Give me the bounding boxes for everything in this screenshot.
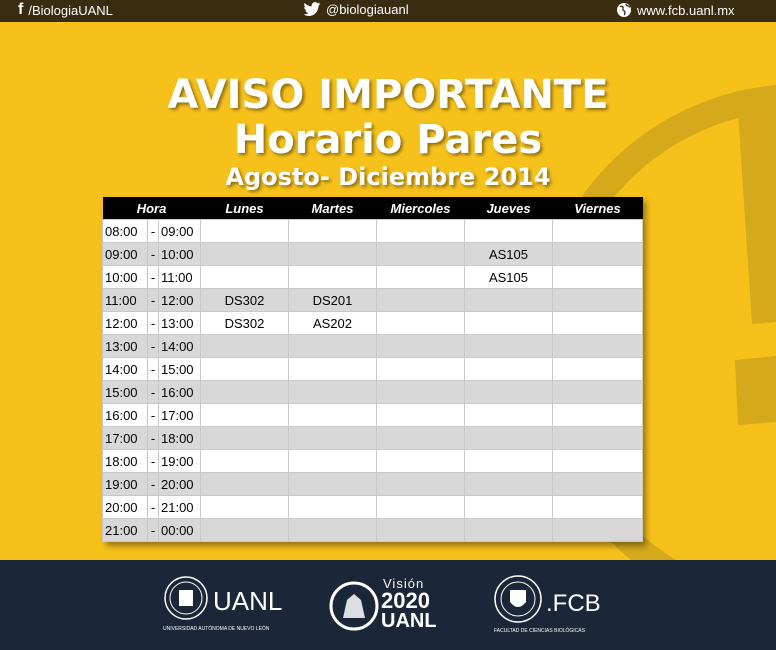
cell-viernes xyxy=(553,519,643,542)
cell-jueves xyxy=(465,220,553,243)
announcement-titles xyxy=(0,72,776,192)
hour-separator: - xyxy=(148,404,159,427)
table-row xyxy=(103,243,643,266)
hour-end: 19:00 xyxy=(159,450,201,473)
cell-lunes xyxy=(201,335,289,358)
hour-end: 09:00 xyxy=(159,220,201,243)
cell-martes xyxy=(289,243,377,266)
cell-jueves xyxy=(465,427,553,450)
cell-lunes: DS302 xyxy=(201,312,289,335)
cell-jueves xyxy=(465,450,553,473)
hour-separator: - xyxy=(148,473,159,496)
cell-martes xyxy=(289,266,377,289)
table-row xyxy=(103,450,643,473)
cell-lunes: DS302 xyxy=(201,289,289,312)
cell-miercoles xyxy=(377,496,465,519)
hour-start: 16:00 xyxy=(103,404,148,427)
hour-start: 10:00 xyxy=(103,266,148,289)
hour-end: 13:00 xyxy=(159,312,201,335)
cell-jueves xyxy=(465,358,553,381)
cell-viernes xyxy=(553,450,643,473)
header-hora: Hora xyxy=(103,197,201,220)
cell-lunes xyxy=(201,450,289,473)
fcb-subtitle: FACULTAD DE CIENCIAS BIOLÓGICAS xyxy=(494,628,585,634)
table-row xyxy=(103,335,643,358)
website-link[interactable] xyxy=(616,2,735,18)
cell-viernes xyxy=(553,243,643,266)
hour-end: 17:00 xyxy=(159,404,201,427)
hour-end: 15:00 xyxy=(159,358,201,381)
table-row xyxy=(103,404,643,427)
header-jueves: Jueves xyxy=(465,197,553,220)
hour-end: 10:00 xyxy=(159,243,201,266)
cell-jueves: AS105 xyxy=(465,266,553,289)
hour-start: 15:00 xyxy=(103,381,148,404)
cell-viernes xyxy=(553,381,643,404)
title-aviso: AVISO IMPORTANTE xyxy=(167,72,609,118)
uanl-name: UANL xyxy=(213,586,283,616)
hour-start: 11:00 xyxy=(103,289,148,312)
hour-end: 16:00 xyxy=(159,381,201,404)
hour-start: 17:00 xyxy=(103,427,148,450)
table-header-row xyxy=(103,197,643,220)
cell-jueves xyxy=(465,404,553,427)
cell-lunes xyxy=(201,473,289,496)
cell-lunes xyxy=(201,496,289,519)
cell-miercoles xyxy=(377,243,465,266)
footer-logos xyxy=(0,560,776,650)
hour-start: 20:00 xyxy=(103,496,148,519)
cell-lunes xyxy=(201,404,289,427)
hour-separator: - xyxy=(148,358,159,381)
table-row xyxy=(103,427,643,450)
hour-separator: - xyxy=(148,450,159,473)
table-row xyxy=(103,496,643,519)
cell-lunes xyxy=(201,266,289,289)
title-periodo: Agosto- Diciembre 2014 xyxy=(225,163,551,191)
table-row xyxy=(103,358,643,381)
hour-separator: - xyxy=(148,496,159,519)
cell-jueves xyxy=(465,473,553,496)
hour-end: 00:00 xyxy=(159,519,201,542)
cell-viernes xyxy=(553,335,643,358)
cell-viernes xyxy=(553,358,643,381)
vision-emblem-icon xyxy=(329,580,379,632)
header-martes: Martes xyxy=(289,197,377,220)
hour-end: 20:00 xyxy=(159,473,201,496)
cell-jueves xyxy=(465,289,553,312)
hour-start: 21:00 xyxy=(103,519,148,542)
twitter-handle: @biologiauanl xyxy=(326,2,409,17)
hour-start: 13:00 xyxy=(103,335,148,358)
cell-martes xyxy=(289,519,377,542)
table-row xyxy=(103,381,643,404)
vision-year: 2020 xyxy=(381,588,430,613)
cell-viernes xyxy=(553,289,643,312)
hour-separator: - xyxy=(148,266,159,289)
cell-martes xyxy=(289,450,377,473)
hour-separator: - xyxy=(148,381,159,404)
hour-end: 18:00 xyxy=(159,427,201,450)
cell-miercoles xyxy=(377,358,465,381)
cell-viernes xyxy=(553,473,643,496)
header-miercoles: Miercoles xyxy=(377,197,465,220)
globe-icon xyxy=(616,2,632,18)
cell-miercoles xyxy=(377,473,465,496)
hour-end: 11:00 xyxy=(159,266,201,289)
cell-lunes xyxy=(201,358,289,381)
cell-miercoles xyxy=(377,450,465,473)
hour-start: 09:00 xyxy=(103,243,148,266)
uanl-seal-icon xyxy=(163,574,209,624)
hour-separator: - xyxy=(148,243,159,266)
cell-martes xyxy=(289,358,377,381)
vision-uanl: UANL xyxy=(381,610,437,632)
cell-jueves xyxy=(465,312,553,335)
header-viernes: Viernes xyxy=(553,197,643,220)
hour-start: 08:00 xyxy=(103,220,148,243)
table-row xyxy=(103,220,643,243)
cell-lunes xyxy=(201,243,289,266)
hour-separator: - xyxy=(148,289,159,312)
hour-start: 12:00 xyxy=(103,312,148,335)
cell-viernes xyxy=(553,427,643,450)
table-row xyxy=(103,289,643,312)
cell-martes: AS202 xyxy=(289,312,377,335)
cell-viernes xyxy=(553,496,643,519)
cell-jueves: AS105 xyxy=(465,243,553,266)
schedule-table xyxy=(102,197,642,542)
hour-end: 21:00 xyxy=(159,496,201,519)
cell-viernes xyxy=(553,220,643,243)
cell-martes xyxy=(289,220,377,243)
table-row xyxy=(103,266,643,289)
table-row xyxy=(103,519,643,542)
cell-miercoles xyxy=(377,335,465,358)
title-horario: Horario Pares xyxy=(233,117,543,163)
twitter-link[interactable] xyxy=(303,2,409,17)
twitter-icon xyxy=(303,2,321,17)
hour-separator: - xyxy=(148,427,159,450)
table-row xyxy=(103,473,643,496)
cell-miercoles xyxy=(377,427,465,450)
cell-viernes xyxy=(553,312,643,335)
fcb-seal-icon xyxy=(492,574,544,626)
cell-miercoles xyxy=(377,220,465,243)
hour-start: 19:00 xyxy=(103,473,148,496)
table-row xyxy=(103,312,643,335)
hour-end: 14:00 xyxy=(159,335,201,358)
hour-separator: - xyxy=(148,519,159,542)
cell-jueves xyxy=(465,381,553,404)
cell-jueves xyxy=(465,519,553,542)
cell-martes xyxy=(289,473,377,496)
cell-martes xyxy=(289,496,377,519)
cell-jueves xyxy=(465,335,553,358)
cell-martes xyxy=(289,381,377,404)
vision-label: Visión xyxy=(383,576,425,591)
cell-miercoles xyxy=(377,404,465,427)
cell-viernes xyxy=(553,266,643,289)
website-url: www.fcb.uanl.mx xyxy=(637,2,735,18)
cell-miercoles xyxy=(377,289,465,312)
cell-jueves xyxy=(465,496,553,519)
facebook-icon: f xyxy=(18,1,24,18)
uanl-subtitle: UNIVERSIDAD AUTÓNOMA DE NUEVO LEÓN xyxy=(163,626,270,632)
cell-lunes xyxy=(201,519,289,542)
social-bar xyxy=(0,0,776,22)
fcb-name: .FCB xyxy=(546,590,601,617)
cell-miercoles xyxy=(377,312,465,335)
cell-martes xyxy=(289,335,377,358)
hour-separator: - xyxy=(148,220,159,243)
cell-miercoles xyxy=(377,519,465,542)
facebook-link[interactable] xyxy=(18,2,113,18)
cell-lunes xyxy=(201,427,289,450)
cell-martes xyxy=(289,427,377,450)
cell-lunes xyxy=(201,220,289,243)
cell-martes xyxy=(289,404,377,427)
facebook-handle: /BiologiaUANL xyxy=(28,2,113,18)
hour-start: 18:00 xyxy=(103,450,148,473)
hour-separator: - xyxy=(148,335,159,358)
cell-viernes xyxy=(553,404,643,427)
hour-end: 12:00 xyxy=(159,289,201,312)
cell-miercoles xyxy=(377,266,465,289)
cell-miercoles xyxy=(377,381,465,404)
cell-lunes xyxy=(201,381,289,404)
header-lunes: Lunes xyxy=(201,197,289,220)
hour-start: 14:00 xyxy=(103,358,148,381)
hour-separator: - xyxy=(148,312,159,335)
cell-martes: DS201 xyxy=(289,289,377,312)
